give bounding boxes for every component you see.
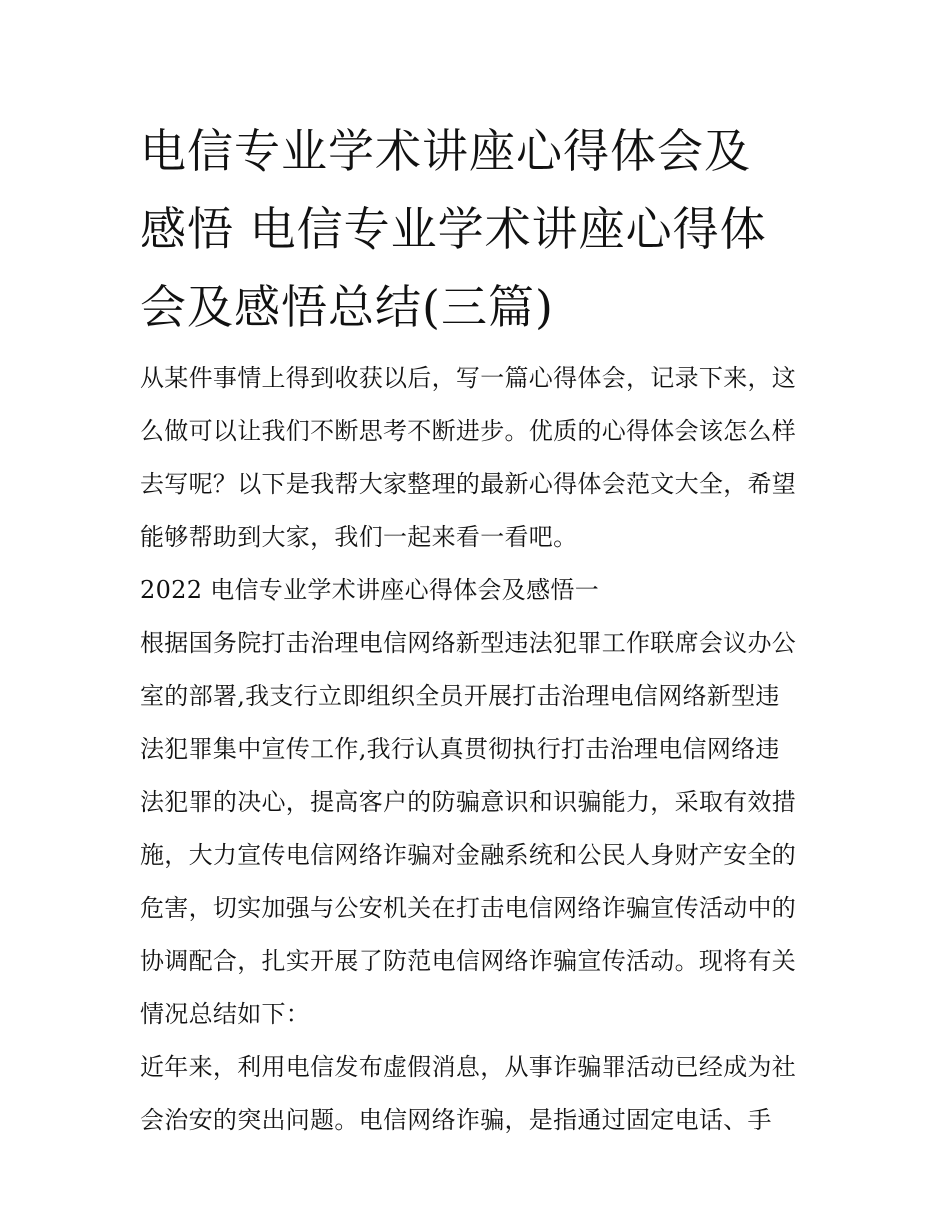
paragraph-line: 法犯罪的决心，提高客户的防骗意识和识骗能力，采取有效措 — [140, 788, 797, 816]
paragraph-line: 施，大力宣传电信网络诈骗对金融系统和公民人身财产安全的 — [140, 841, 797, 869]
intro-paragraph-line: 么做可以让我们不断思考不断进步。优质的心得体会该怎么样 — [140, 417, 797, 445]
section-heading: 2022 电信专业学术讲座心得体会及感悟一 — [140, 576, 600, 604]
title-line: 感悟 电信专业学术讲座心得体 — [140, 202, 767, 256]
intro-paragraph-line: 从某件事情上得到收获以后，写一篇心得体会，记录下来，这 — [140, 364, 797, 392]
paragraph-line: 根据国务院打击治理电信网络新型违法犯罪工作联席会议办公 — [140, 629, 797, 657]
paragraph-line: 法犯罪集中宣传工作,我行认真贯彻执行打击治理电信网络违 — [140, 735, 780, 763]
intro-paragraph-line: 去写呢？以下是我帮大家整理的最新心得体会范文大全，希望 — [140, 470, 797, 498]
paragraph-line: 危害，切实加强与公安机关在打击电信网络诈骗宣传活动中的 — [140, 894, 797, 922]
paragraph-line: 协调配合，扎实开展了防范电信网络诈骗宣传活动。现将有关 — [140, 947, 797, 975]
paragraph-line: 室的部署,我支行立即组织全员开展打击治理电信网络新型违 — [140, 682, 780, 710]
document-body — [140, 352, 820, 1147]
paragraph-line: 近年来，利用电信发布虚假消息，从事诈骗罪活动已经成为社 — [140, 1053, 797, 1081]
title-line: 会及感悟总结(三篇) — [140, 280, 554, 334]
document-title — [140, 112, 820, 346]
paragraph-line: 情况总结如下： — [140, 1000, 311, 1028]
title-line: 电信专业学术讲座心得体会及 — [140, 124, 751, 178]
paragraph-line: 会治安的突出问题。电信网络诈骗，是指通过固定电话、手 — [140, 1106, 772, 1134]
intro-paragraph-line: 能够帮助到大家，我们一起来看一看吧。 — [140, 523, 578, 551]
